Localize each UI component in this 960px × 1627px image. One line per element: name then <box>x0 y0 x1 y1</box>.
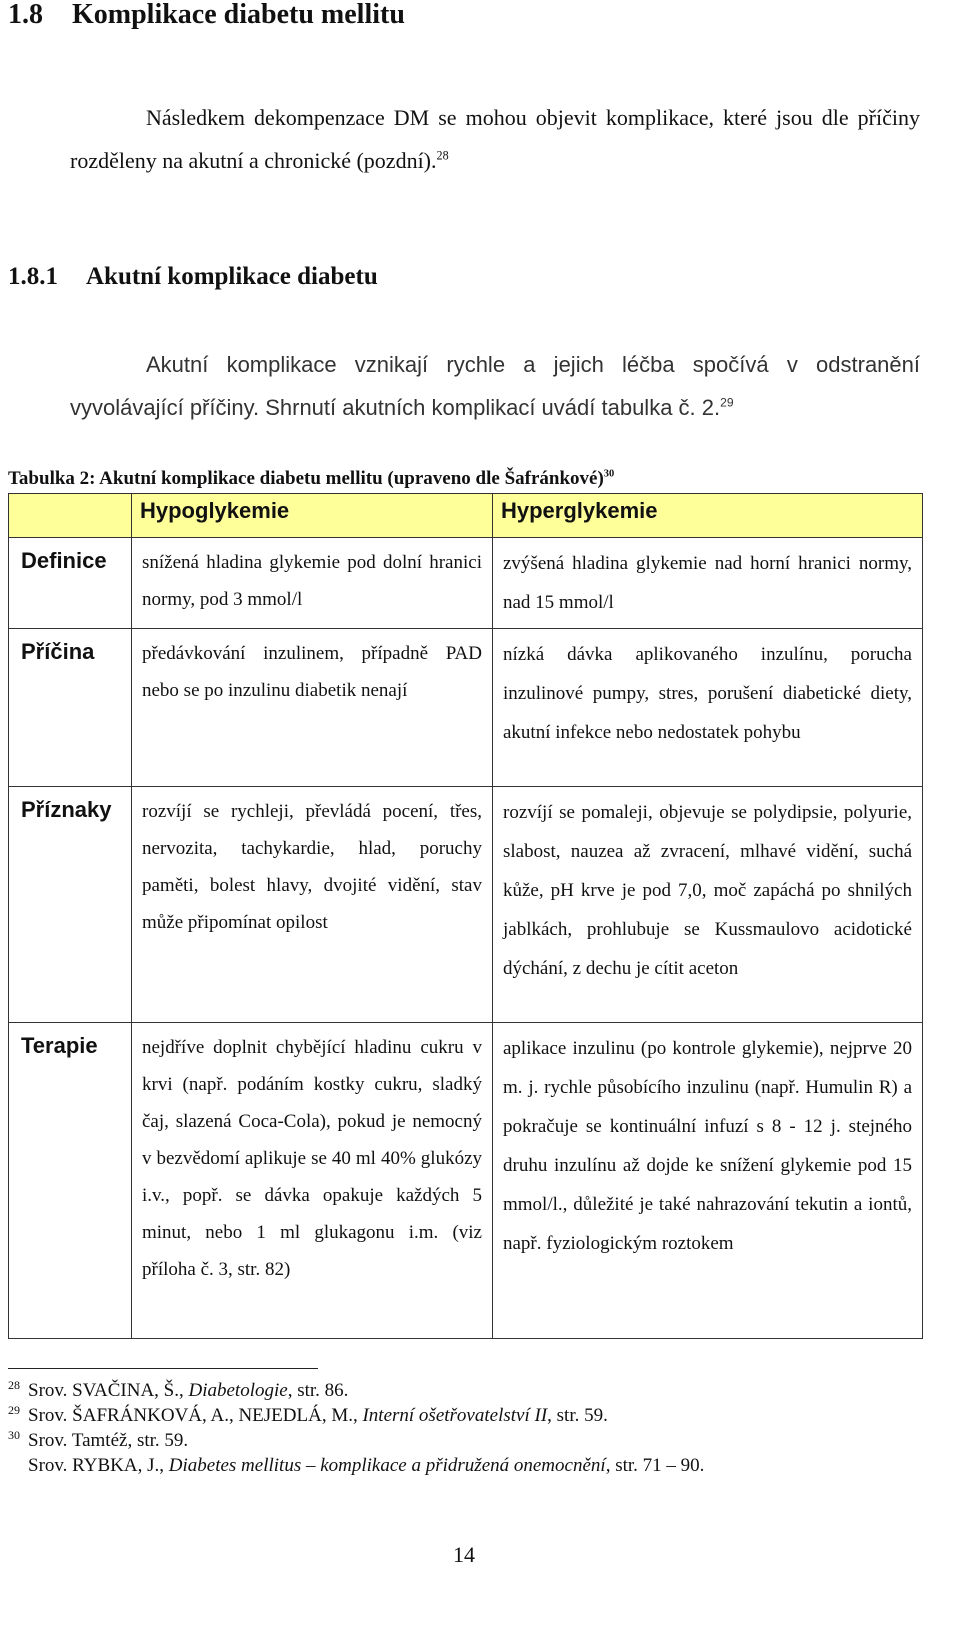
subsection-paragraph <box>70 343 920 429</box>
table-row-terapie <box>9 1023 923 1339</box>
footnote-title: Diabetologie <box>188 1380 288 1401</box>
header-hypoglykemie: Hypoglykemie <box>132 494 493 538</box>
section-title: Komplikace diabetu mellitu <box>72 0 405 30</box>
intro-text: Následkem dekompenzace DM se mohou objevit komplikace, které jsou dle příčiny rozděleny na akutní a chronické (pozdní). <box>70 105 920 173</box>
section-heading <box>8 0 405 30</box>
footnote-page: , str. 86. <box>287 1380 349 1401</box>
row-label: Příznaky <box>9 787 132 1023</box>
row-label: Definice <box>9 538 132 629</box>
footnote-ref-28[interactable]: 28 <box>436 148 449 163</box>
page-number: 14 <box>453 1542 475 1567</box>
footnote-mark: 28 <box>8 1378 20 1392</box>
footnote-mark: 29 <box>8 1403 20 1417</box>
cell-hyper: nízká dávka aplikovaného inzulínu, porucha inzulinové pumpy, stres, porušení diabetické diety, akutní infekce nebo nedostatek pohybu <box>493 629 923 787</box>
cell-hyper: aplikace inzulinu (po kontrole glykemie), nejprve 20 m. j. rychle působícího inzulinu (např. Humulin R) a pokračuje se kontinuální infuzí s 8 - 12 j. stejného druhu inzulínu až dojde ke snížení glykemie pod 15 mmol/l., důležité je také nahrazování tekutin a iontů, např. fyziologickým roztokem <box>493 1023 923 1339</box>
cell-hypo: snížená hladina glykemie pod dolní hranici normy, pod 3 mmol/l <box>132 538 493 629</box>
footnote-ref-30[interactable]: 30 <box>603 468 615 480</box>
header-hyperglykemie: Hyperglykemie <box>493 494 923 538</box>
footnote-text: Srov. ŠAFRÁNKOVÁ, A., NEJEDLÁ, M., <box>28 1405 363 1426</box>
subsection-heading <box>8 262 378 292</box>
cell-hyper: rozvíjí se pomaleji, objevuje se polydipsie, polyurie, slabost, nauzea až zvracení, mlhavé vidění, suchá kůže, pH krve je pod 7,0, moč zapáchá po shnilých jablkách, prohlubuje se Kussmaulovo acidotické dýchání, z dechu je cítit aceton <box>493 787 923 1023</box>
table-row-definice <box>9 538 923 629</box>
row-label: Terapie <box>9 1023 132 1339</box>
table-header-row <box>9 494 923 538</box>
table-caption <box>8 466 614 492</box>
cell-hypo: nejdříve doplnit chybějící hladinu cukru v krvi (např. podáním kostky cukru, sladký čaj, slazená Coca-Cola), pokud je nemocný v bezvědomí aplikuje se 40 ml 40% glukózy i.v., popř. se dávka opakuje každých 5 minut, nebo 1 ml glukagonu i.m. (viz příloha č. 3, str. 82) <box>132 1023 493 1339</box>
table-row-pricina <box>9 629 923 787</box>
row-label: Příčina <box>9 629 132 787</box>
footnote-separator <box>8 1368 318 1369</box>
footnote-text: Srov. SVAČINA, Š., <box>28 1380 189 1401</box>
footnote-title: Diabetes mellitus – komplikace a přidružená onemocnění <box>168 1455 606 1476</box>
footnote-30-cont <box>8 1453 704 1478</box>
subsection-number: 1.8.1 <box>8 263 58 290</box>
footnote-title: Interní ošetřovatelství II <box>362 1405 548 1426</box>
header-empty <box>9 494 132 538</box>
footnote-ref-29[interactable]: 29 <box>720 395 734 410</box>
footnote-28 <box>8 1378 704 1403</box>
footnote-mark: 30 <box>8 1428 20 1442</box>
subsection-text: Akutní komplikace vznikají rychle a jejich léčba spočívá v odstranění vyvolávající příčiny. Shrnutí akutních komplikací uvádí tabulka č. 2. <box>70 352 920 420</box>
subsection-title: Akutní komplikace diabetu <box>86 263 378 290</box>
footnote-text: Srov. Tamtéž, str. 59. <box>28 1430 189 1451</box>
complications-table <box>8 493 923 1339</box>
footnote-30 <box>8 1428 704 1453</box>
footnote-page: , str. 59. <box>547 1405 608 1426</box>
cell-hypo: předávkování inzulinem, případně PAD nebo se po inzulinu diabetik nenají <box>132 629 493 787</box>
intro-paragraph <box>70 96 920 182</box>
cell-hypo: rozvíjí se rychleji, převládá pocení, třes, nervozita, tachykardie, hlad, poruchy paměti, bolest hlavy, dvojité vidění, stav může připomínat opilost <box>132 787 493 1023</box>
section-number: 1.8 <box>8 0 43 30</box>
footnote-text: Srov. RYBKA, J., <box>28 1455 169 1476</box>
table-row-priznaky <box>9 787 923 1023</box>
cell-hyper: zvýšená hladina glykemie nad horní hranici normy, nad 15 mmol/l <box>493 538 923 629</box>
table-caption-text: Tabulka 2: Akutní komplikace diabetu mellitu (upraveno dle Šafránkové) <box>8 468 604 489</box>
footnotes <box>8 1378 704 1478</box>
footnote-29 <box>8 1403 704 1428</box>
footnote-page: , str. 71 – 90. <box>605 1455 705 1476</box>
